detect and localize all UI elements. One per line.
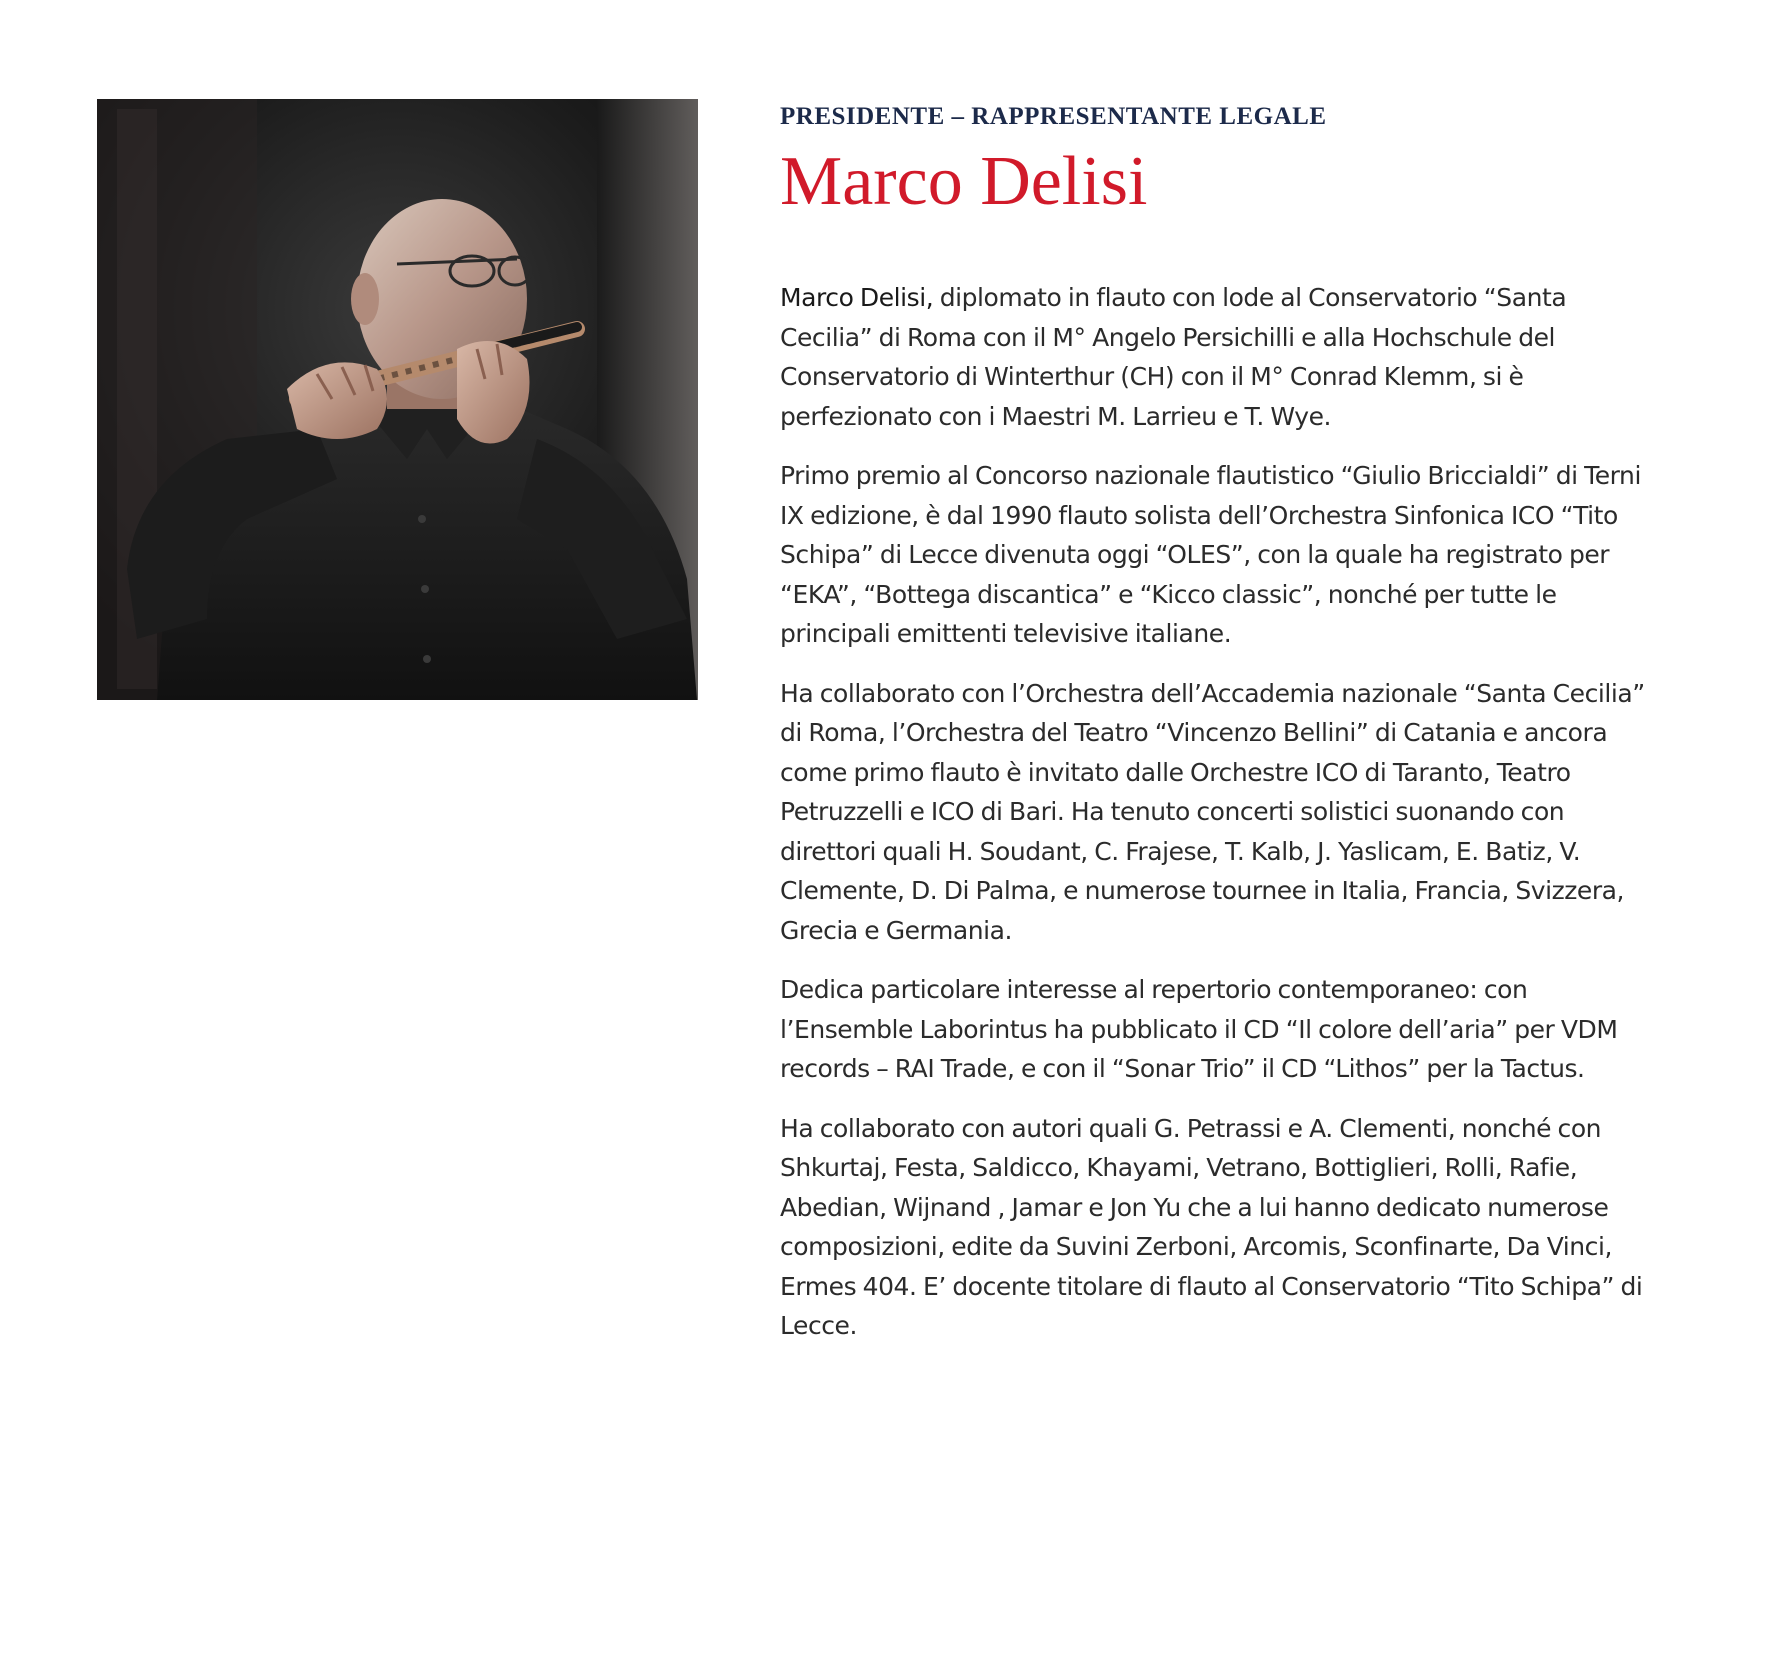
portrait-photo (97, 99, 698, 700)
biography (780, 278, 1660, 1346)
bio-paragraph-2: Primo premio al Concorso nazionale flautistico “Giulio Briccialdi” di Terni IX edizione, è dal 1990 flauto solista dell’Orchestra Sinfonica ICO “Tito Schipa” di Lecce divenuta oggi “OLES”, con la quale ha registrato per “EKA”, “Bottega discantica” e “Kicco classic”, nonché per tutte le principali emittenti televisive italiane. (780, 461, 1641, 648)
bio-paragraph-3: Ha collaborato con l’Orchestra dell’Accademia nazionale “Santa Cecilia” di Roma, l’Orchestra del Teatro “Vincenzo Bellini” di Catania e ancora come primo flauto è invitato dalle Orchestre ICO di Taranto, Teatro Petruzzelli e ICO di Bari. Ha tenuto concerti solistici suonando con direttori quali H. Soudant, C. Frajese, T. Kalb, J. Yaslicam, E. Batiz, V. Clemente, D. Di Palma, e numerose tournee in Italia, Francia, Svizzera, Grecia e Germania. (780, 678, 1645, 945)
bio-paragraph-1 (780, 278, 1660, 436)
bio-paragraph-1-text: diplomato in flauto con lode al Conservatorio “Santa Cecilia” di Roma con il M° Angelo Persichilli e alla Hochschule del Conservatorio di Winterthur (CH) con il M° Conrad Klemm, si è perfezionato con i Maestri M. Larrieu e T. Wye. (780, 283, 1567, 431)
profile-content (780, 100, 1660, 1366)
role-title: PRESIDENTE – RAPPRESENTANTE LEGALE (780, 103, 1327, 130)
person-name: Marco Delisi (780, 143, 1148, 220)
bio-lead-name: Marco Delisi, (780, 283, 934, 312)
bio-paragraph-4: Dedica particolare interesse al repertorio contemporaneo: con l’Ensemble Laborintus ha pubblicato il CD “Il colore dell’aria” per VDM records – RAI Trade, e con il “Sonar Trio” il CD “Lithos” per la Tactus. (780, 975, 1618, 1083)
bio-paragraph-5: Ha collaborato con autori quali G. Petrassi e A. Clementi, nonché con Shkurtaj, Festa, Saldicco, Khayami, Vetrano, Bottiglieri, Rolli, Rafie, Abedian, Wijnand , Jamar e Jon Yu che a lui hanno dedicato numerose composizioni, edite da Suvini Zerboni, Arcomis, Sconfinarte, Da Vinci, Ermes 404. E’ docente titolare di flauto al Conservatorio “Tito Schipa” di Lecce. (780, 1113, 1643, 1340)
